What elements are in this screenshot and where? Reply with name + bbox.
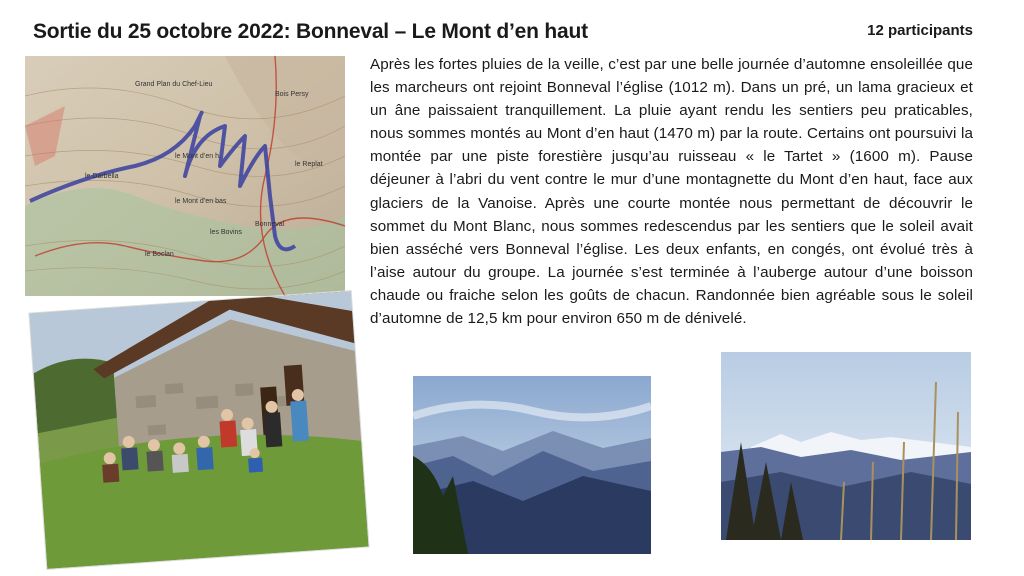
- map-label-boclan: le Boclan: [145, 251, 174, 258]
- map-label-bonneval: Bonneval: [255, 221, 285, 228]
- map-label-grand-plan: Grand Plan du Chef-Lieu: [135, 81, 213, 88]
- trail-map-photo: [25, 56, 345, 296]
- mountain-view-photo-2: [721, 352, 971, 540]
- map-label-mont-den-bas: le Mont d’en bas: [175, 198, 227, 205]
- participant-count: 12 participants: [867, 22, 973, 39]
- mountain-view-photo-1: [413, 376, 651, 554]
- map-label-bois-persy: Bois Persy: [275, 91, 309, 98]
- map-label-replat: le Replat: [295, 161, 323, 168]
- page-title: Sortie du 25 octobre 2022: Bonneval – Le Mont d’en haut: [33, 20, 588, 43]
- article-text: Après les fortes pluies de la veille, c’est par une belle journée d’automne ensoleillée que les marcheurs ont rejoint Bonneval l’église (1012 m). Dans un pré, un lama gracieux et un âne paissaient tranquillement. La pluie ayant rendu les sentiers peu praticables, nous sommes montés au Mont d’en haut (1470 m) par la route. Certains ont poursuivi la montée par une piste forestière jusqu’au ruisseau « le Tartet » (1600 m). Pause déjeuner à l’abri du vent contre le mur d’une montagnette du Mont d’en haut, face aux glaciers de la Vanoise. Après une courte montée nous permettant de découvrir le sommet du Mont Blanc, nous sommes redescendus par les sentiers que le soleil avait bien asséché vers Bonneval l’église. Les deux enfants, en congés, ont évolué très à l’aise autour du groupe. La journée s’est terminée à l’auberge autour d’une boisson chaude ou fraiche selon les goûts de chacun. Randonnée bien agréable sous le soleil d’automne de 12,5 km pour environ 650 m de dénivelé.: [370, 56, 973, 328]
- map-label-mont-den-haut: le Mont d’en h.: [175, 153, 221, 160]
- map-label-bovins: les Bovins: [210, 229, 242, 236]
- map-label-darbella: le Darbella: [85, 173, 119, 180]
- group-photo: [29, 291, 368, 569]
